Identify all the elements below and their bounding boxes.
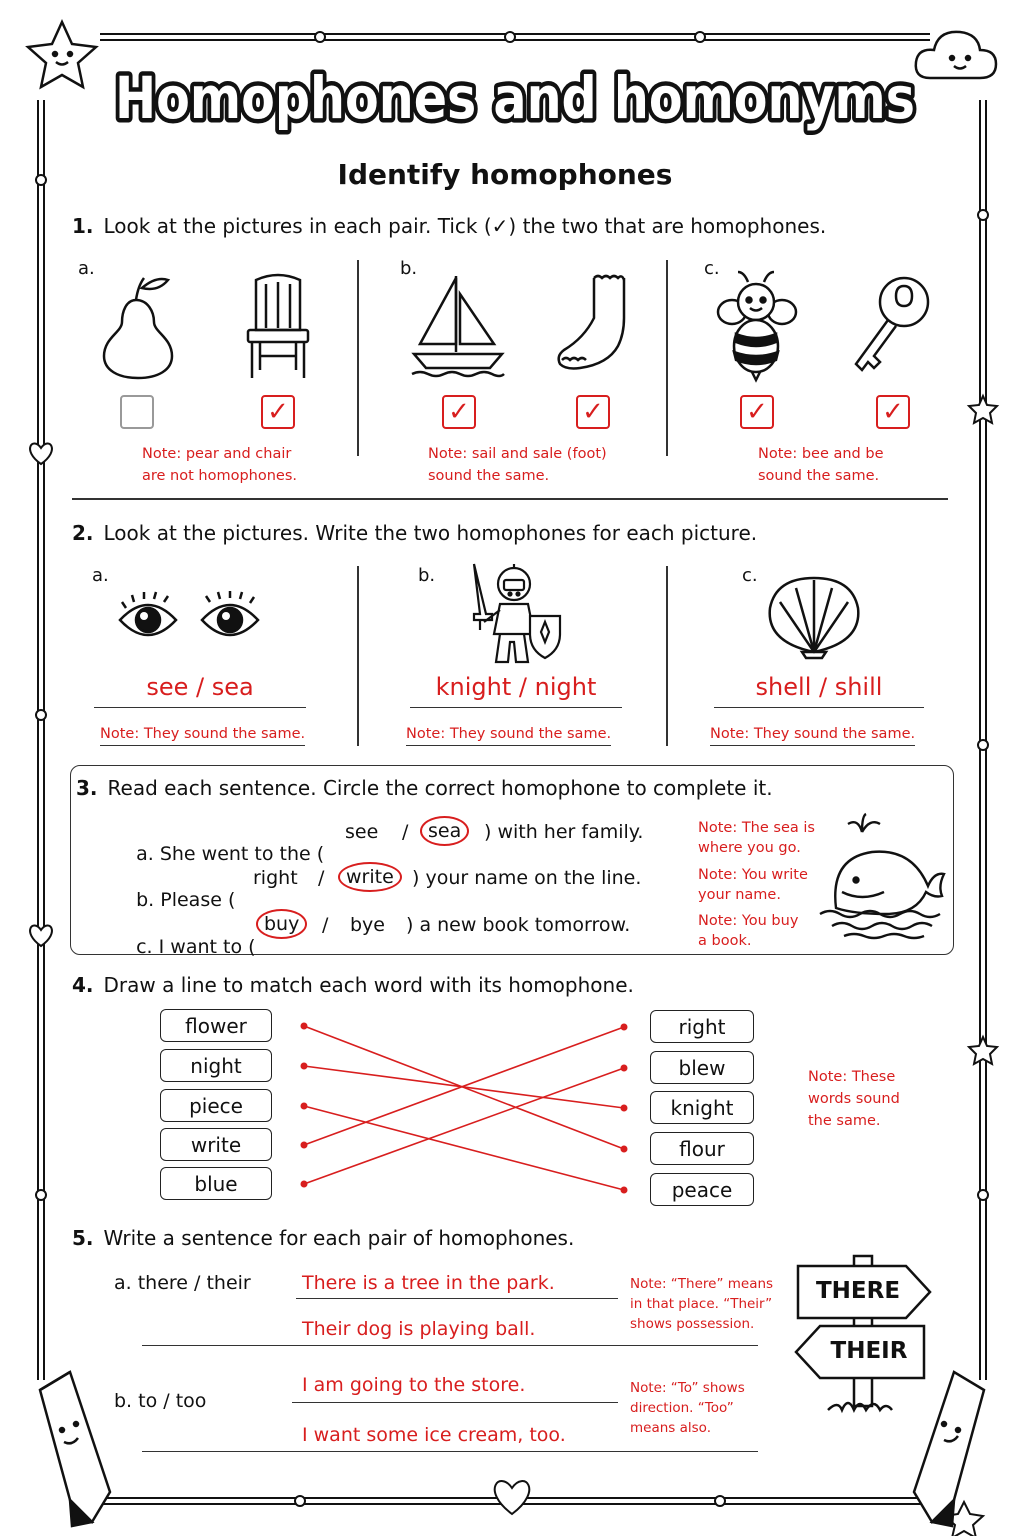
q2-note-a: Note: They sound the same. (100, 723, 305, 746)
answer-line-b[interactable]: knight / night (410, 673, 622, 708)
write-line (142, 1451, 758, 1452)
subtitle: Identify homophones (337, 158, 673, 191)
q3-sentence-c: c. I want to ( (136, 936, 256, 958)
q3-sentence-a: a. She went to the ( (136, 843, 325, 865)
q3-instruction: 3. Read each sentence. Circle the correct homophone to complete it. (76, 776, 773, 800)
match-dot[interactable] (621, 1024, 628, 1031)
match-line (304, 1106, 624, 1190)
match-dot[interactable] (621, 1105, 628, 1112)
right-word-flour[interactable]: flour (650, 1132, 754, 1165)
q3-sentence-b-end: ) your name on the line. (412, 867, 642, 889)
q1-letter-c: c. (704, 258, 720, 279)
right-word-peace[interactable]: peace (650, 1173, 754, 1206)
match-dot[interactable] (621, 1146, 628, 1153)
q3-note-a: Note: The sea is where you go. (698, 820, 815, 856)
q2-instruction: 2. Look at the pictures. Write the two homophones for each picture. (72, 521, 758, 545)
q5-note-b: Note: “To” shows direction. “Too” means also. (630, 1380, 745, 1436)
q1-note-a: Note: pear and chair are not homophones. (142, 446, 298, 484)
q5-a-sentence-1[interactable]: There is a tree in the park. (302, 1272, 555, 1294)
sign-there: THERE (815, 1278, 901, 1304)
q5-b-sentence-1[interactable]: I am going to the store. (302, 1374, 526, 1396)
option-sea[interactable]: sea (420, 816, 469, 846)
slash: / (402, 821, 409, 843)
svg-text:Homophones and homonyms: Homophones and homonyms (115, 64, 915, 132)
match-dot[interactable] (621, 1065, 628, 1072)
q5-b-sentence-2[interactable]: I want some ice cream, too. (302, 1424, 566, 1446)
q5-a-sentence-2[interactable]: Their dog is playing ball. (302, 1318, 536, 1340)
q4-instruction: 4. Draw a line to match each word with its homophone. (72, 973, 634, 997)
option-see[interactable]: see (345, 821, 379, 843)
q4-note: Note: These words sound the same. (808, 1069, 900, 1129)
slash: / (322, 914, 329, 936)
q1-instruction: 1. Look at the pictures in each pair. Tick (✓) the two that are homophones. (72, 214, 827, 238)
match-dot[interactable] (301, 1181, 308, 1188)
q1-letter-b: b. (400, 258, 418, 279)
q3-note-b: Note: You write your name. (698, 867, 808, 903)
q2-letter-c: c. (742, 565, 758, 586)
q5-instruction: 5. Write a sentence for each pair of homophones. (72, 1226, 575, 1250)
checkbox-chair[interactable]: ✓ (261, 395, 295, 429)
left-word-write[interactable]: write (160, 1128, 272, 1161)
q1-note-c: Note: bee and be sound the same. (758, 446, 884, 484)
match-dot[interactable] (301, 1142, 308, 1149)
match-dot[interactable] (621, 1187, 628, 1194)
answer-line-c[interactable]: shell / shill (714, 673, 924, 708)
match-line (304, 1066, 624, 1108)
write-line (142, 1345, 758, 1346)
option-bye[interactable]: bye (350, 914, 385, 936)
match-dot[interactable] (301, 1023, 308, 1030)
option-right[interactable]: right (253, 867, 298, 889)
match-dot[interactable] (301, 1063, 308, 1070)
q2-note-b: Note: They sound the same. (406, 723, 611, 746)
option-write[interactable]: write (338, 862, 402, 892)
checkbox-bee[interactable]: ✓ (740, 395, 774, 429)
right-word-right[interactable]: right (650, 1010, 754, 1043)
checkbox-sail[interactable]: ✓ (442, 395, 476, 429)
write-line (296, 1298, 618, 1299)
q5-note-a: Note: “There” means in that place. “Their” shows possession. (630, 1276, 774, 1332)
left-word-piece[interactable]: piece (160, 1089, 272, 1122)
left-word-blue[interactable]: blue (160, 1167, 272, 1200)
q3-sentence-b: b. Please ( (136, 889, 236, 911)
q3-note-c: Note: You buy a book. (698, 913, 799, 949)
q5-label-a: a. there / their (114, 1272, 251, 1294)
q1-note-b: Note: sail and sale (foot) sound the same. (428, 446, 607, 484)
q3-sentence-a-end: ) with her family. (484, 821, 644, 843)
q2-note-c: Note: They sound the same. (710, 723, 915, 746)
q2-letter-a: a. (92, 565, 109, 586)
q5-label-b: b. to / too (114, 1390, 207, 1412)
checkbox-key[interactable]: ✓ (876, 395, 910, 429)
right-word-blew[interactable]: blew (650, 1051, 754, 1084)
option-buy[interactable]: buy (256, 909, 307, 939)
match-dot[interactable] (301, 1103, 308, 1110)
right-word-knight[interactable]: knight (650, 1091, 754, 1124)
q2-letter-b: b. (418, 565, 436, 586)
sign-their: THEIR (830, 1338, 908, 1364)
left-word-night[interactable]: night (160, 1049, 272, 1082)
left-word-flower[interactable]: flower (160, 1009, 272, 1042)
q1-letter-a: a. (78, 258, 95, 279)
checkbox-foot[interactable]: ✓ (576, 395, 610, 429)
write-line (292, 1402, 618, 1403)
q3-sentence-c-end: ) a new book tomorrow. (406, 914, 631, 936)
answer-line-a[interactable]: see / sea (94, 673, 306, 708)
slash: / (318, 867, 325, 889)
